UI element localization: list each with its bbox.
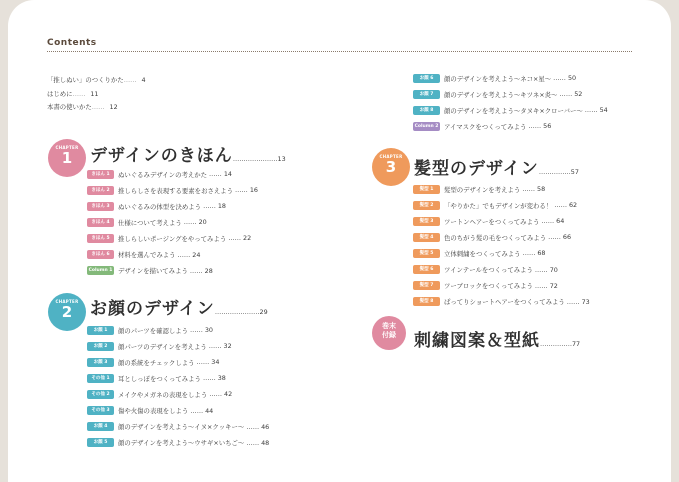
section-tag: その他 2 (87, 390, 114, 399)
chapter-label: CHAPTER (55, 299, 79, 304)
entry-title: 推しらしいポージングをやってみよう (118, 234, 227, 243)
leader-dots: …… (177, 250, 191, 259)
entry-title: アイマスクをつくってみよう (444, 122, 527, 131)
page-number: 64 (556, 217, 565, 226)
section-tag: きほん 3 (87, 202, 114, 211)
leader-dots: …… (566, 297, 580, 306)
page-number: 70 (549, 265, 558, 274)
leader-dots: …… (72, 89, 86, 98)
page-number: 24 (192, 250, 201, 259)
section-tag: 髪型 2 (413, 201, 440, 210)
leader-dots: ………………… (214, 308, 260, 316)
page-number: 46 (261, 422, 270, 431)
leader-dots: …… (553, 74, 566, 83)
page-number: 62 (568, 201, 578, 210)
leader-dots: …… (246, 422, 260, 431)
page-number: 14 (223, 170, 232, 179)
entry-title: 髪型のデザインを考えよう (444, 185, 521, 194)
leader-dots: …… (123, 76, 137, 84)
leader-dots: …… (554, 201, 567, 210)
section-tag: その他 1 (87, 374, 114, 383)
page-number: 54 (599, 106, 608, 115)
section-tag: 髪型 1 (413, 185, 440, 194)
page-number: 11 (90, 89, 99, 98)
section-tag: 髪型 6 (413, 265, 440, 274)
chapter-label: CHAPTER (379, 154, 403, 159)
leader-dots: ………………… (232, 155, 278, 163)
toc-entry[interactable] (413, 278, 590, 294)
leader-dots: …… (246, 438, 260, 447)
entry-title: 色のちがう髪の毛をつくってみよう (444, 233, 547, 242)
leader-dots: …… (209, 390, 222, 399)
leader-dots: …… (541, 217, 555, 226)
leader-dots: …… (91, 103, 105, 111)
chapter-label: CHAPTER (55, 145, 79, 150)
toc-entry[interactable] (87, 338, 269, 354)
section-tag: 髪型 3 (413, 217, 440, 226)
section-tag: お顔 2 (87, 342, 114, 351)
intro-item-label: 「推しぬい」のつくりかた (47, 76, 124, 84)
toc-entry[interactable] (87, 198, 258, 214)
leader-dots: …………… (540, 340, 572, 348)
page-number: 34 (211, 358, 220, 367)
section-tag: お顔 4 (87, 422, 114, 431)
page-number: 66 (562, 233, 572, 242)
entry-title: 「やりかた」でもデザインが変わる！ (444, 201, 553, 210)
section-tag: きほん 5 (87, 234, 114, 243)
chapter-3-list (413, 181, 590, 310)
heading-divider (47, 51, 632, 52)
chapter-2-list (87, 322, 269, 451)
toc-entry[interactable] (87, 435, 269, 451)
toc-entry[interactable] (413, 118, 608, 134)
entry-title: 顔のデザインを考えよう～ネコ×星～ (444, 74, 552, 83)
toc-entry[interactable] (413, 245, 590, 261)
toc-entry[interactable] (87, 370, 269, 386)
leader-dots: …… (534, 281, 548, 290)
intro-item-label: はじめに (47, 89, 73, 98)
section-tag: Column 1 (88, 268, 113, 274)
toc-entry[interactable] (87, 402, 269, 418)
toc-entry[interactable] (413, 197, 590, 213)
section-tag: その他 3 (87, 406, 114, 415)
toc-entry[interactable] (413, 86, 608, 102)
page-number: 12 (109, 103, 118, 111)
entry-title: ツートンヘアーをつくってみよう (444, 217, 540, 226)
toc-entry[interactable] (413, 294, 590, 310)
toc-entry[interactable] (413, 181, 590, 197)
entry-title: ぱってりショートヘアーをつくってみよう (444, 298, 565, 307)
section-tag: 髪型 4 (413, 233, 440, 242)
section-tag: お顔 6 (413, 74, 440, 83)
chapter-1-list (87, 166, 258, 279)
section-tag: お顔 7 (413, 90, 440, 99)
page-number: 52 (574, 90, 583, 99)
chapter-1-title[interactable] (90, 141, 286, 166)
page-number: 68 (537, 249, 546, 258)
leader-dots: …… (534, 265, 548, 274)
chapter-3-badge (372, 148, 410, 186)
leader-dots: …… (209, 170, 222, 179)
toc-entry[interactable] (87, 419, 269, 435)
entry-title: 顔のパーツを確認しよう (118, 326, 189, 335)
toc-entry[interactable] (87, 386, 269, 402)
entry-title: ツインテールをつくってみよう (444, 266, 533, 275)
chapter-2-badge (48, 293, 86, 331)
chapter-3-title[interactable] (414, 154, 579, 179)
intro-item[interactable] (47, 88, 146, 102)
leader-dots: …… (584, 106, 598, 115)
intro-list (47, 74, 146, 115)
section-tag: Column 2 (414, 123, 439, 129)
chapter-2-title[interactable] (90, 294, 268, 319)
toc-entry[interactable] (87, 214, 258, 230)
entry-title: ぬいぐるみデザインの考えかた (118, 170, 208, 179)
section-tag: きほん 2 (87, 186, 114, 195)
section-tag: 髪型 7 (413, 281, 440, 290)
appendix-badge-line1: 巻末 (382, 322, 396, 330)
entry-title: 顔のデザインを考えよう～イヌ×クッキー～ (118, 423, 245, 432)
page-number: 58 (537, 185, 546, 194)
toc-entry[interactable] (413, 213, 590, 229)
intro-item-label: 本書の使いかた (47, 103, 92, 111)
page-number: 22 (243, 234, 252, 243)
page-number: 30 (204, 326, 213, 335)
leader-dots: …… (203, 202, 216, 211)
entry-title: デザインを描いてみよう (118, 267, 188, 276)
page-number: 48 (261, 438, 270, 447)
entry-title: ぬいぐるみの体型を決めよう (118, 202, 202, 211)
chapter-number: 1 (61, 149, 73, 167)
page-number: 57 (570, 168, 579, 176)
section-tag: 髪型 8 (413, 297, 440, 306)
page-number: 28 (204, 266, 213, 275)
section-tag: 髪型 5 (413, 249, 440, 258)
contents-heading: Contents (47, 38, 97, 48)
leader-dots: …… (235, 186, 248, 195)
toc-entry[interactable] (413, 70, 608, 86)
toc-entry[interactable] (413, 102, 608, 118)
entry-title: 傷や火傷の表現をしよう (118, 407, 189, 416)
entry-title: 材料を選んでみよう (118, 251, 176, 260)
chapter-title-text: お顔のデザイン (90, 299, 215, 319)
chapter-number: 3 (385, 158, 397, 176)
leader-dots: …… (559, 90, 573, 99)
appendix-title[interactable] (414, 326, 580, 351)
leader-dots: …… (522, 185, 536, 194)
section-tag: きほん 4 (87, 218, 114, 227)
entry-title: メイクやメガネの表現をしよう (118, 390, 208, 399)
leader-dots: …… (548, 233, 561, 242)
intro-item[interactable] (47, 101, 146, 115)
section-tag: お顔 8 (413, 106, 440, 115)
page-number: 16 (249, 186, 258, 195)
entry-title: 耳としっぽをつくってみよう (118, 374, 201, 383)
page-number: 77 (571, 340, 581, 348)
entry-title: ツーブロックをつくってみよう (444, 282, 533, 291)
page-number: 42 (224, 390, 233, 399)
entry-title: 顔の系統をチェックしよう (118, 358, 195, 367)
entry-title: 顔パーツのデザインを考えよう (118, 342, 207, 351)
toc-entry[interactable] (87, 246, 258, 262)
page-number: 20 (198, 218, 207, 227)
chapter-title-text: 髪型のデザイン (414, 159, 539, 179)
page-number: 4 (141, 76, 146, 84)
page-number: 32 (223, 342, 232, 351)
intro-item[interactable] (47, 74, 146, 88)
leader-dots: …… (183, 218, 197, 227)
page-number: 13 (277, 155, 286, 163)
page-number: 56 (543, 122, 552, 131)
section-tag: お顔 3 (87, 358, 114, 367)
appendix-badge-line2: 付録 (382, 331, 396, 339)
entry-title: 顔のデザインを考えよう～ウサギ×いちご～ (118, 439, 245, 448)
page-number: 18 (217, 202, 226, 211)
entry-title: 仕様について考えよう (118, 218, 182, 227)
page-number: 29 (259, 308, 268, 316)
entry-title: 立体刺繍をつくってみよう (444, 249, 521, 258)
toc-entry[interactable] (87, 230, 258, 246)
page-number: 50 (567, 74, 577, 83)
toc-entry[interactable] (87, 263, 258, 279)
leader-dots: …… (202, 374, 216, 383)
chapter-2-continued-list (413, 70, 608, 134)
leader-dots: …… (228, 234, 242, 243)
entry-title: 推しらしさを表現する要素をおさえよう (118, 186, 234, 195)
section-tag: きほん 6 (87, 250, 114, 259)
section-tag: お顔 5 (87, 438, 114, 447)
section-tag: お顔 1 (87, 326, 114, 335)
appendix-badge (372, 316, 406, 350)
section-tag: きほん 1 (87, 170, 114, 179)
toc-entry[interactable] (87, 354, 269, 370)
page-number: 38 (217, 374, 226, 383)
leader-dots: …… (196, 358, 210, 367)
toc-entry[interactable] (87, 182, 258, 198)
leader-dots: …… (190, 326, 203, 335)
leader-dots: …… (190, 406, 204, 415)
entry-title: 顔のデザインを考えよう～タヌキ×クローバー～ (444, 106, 583, 115)
leader-dots: …… (189, 266, 203, 275)
toc-entry[interactable] (87, 166, 258, 182)
leader-dots: …… (208, 342, 222, 351)
entry-title: 顔のデザインを考えよう～キツネ×炎～ (444, 90, 558, 99)
chapter-number: 2 (61, 303, 73, 321)
toc-entry[interactable] (413, 261, 590, 277)
chapter-title-text: デザインのきほん (90, 146, 233, 166)
leader-dots: …… (528, 122, 542, 131)
chapter-1-badge (48, 139, 86, 177)
toc-entry[interactable] (87, 322, 269, 338)
appendix-title-text: 刺繍図案＆型紙 (414, 331, 540, 351)
leader-dots: …… (522, 249, 536, 258)
toc-entry[interactable] (413, 229, 590, 245)
leader-dots: …………… (538, 168, 571, 176)
page-number: 44 (205, 406, 214, 415)
page-number: 73 (581, 297, 590, 306)
page-number: 72 (549, 281, 558, 290)
